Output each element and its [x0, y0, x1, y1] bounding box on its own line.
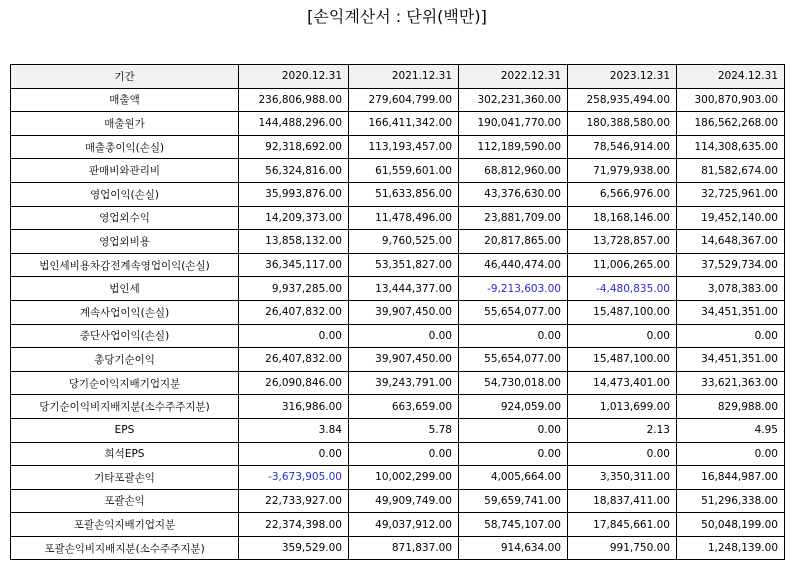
table-cell: 300,870,903.00 — [677, 88, 785, 112]
row-label: 영업외비용 — [11, 230, 239, 254]
row-label: 포괄손익지배기업지분 — [11, 513, 239, 537]
table-row — [11, 300, 785, 324]
table-cell: 15,487,100.00 — [568, 348, 677, 372]
table-cell: 18,837,411.00 — [568, 489, 677, 513]
row-label: 중단사업이익(손실) — [11, 324, 239, 348]
table-cell: 14,473,401.00 — [568, 371, 677, 395]
table-cell: 316,986.00 — [239, 395, 349, 419]
table-cell: 53,351,827.00 — [349, 253, 459, 277]
table-cell: 2.13 — [568, 418, 677, 442]
row-label: 총당기순이익 — [11, 348, 239, 372]
table-row — [11, 536, 785, 560]
table-cell: 78,546,914.00 — [568, 135, 677, 159]
row-label: 포괄손익 — [11, 489, 239, 513]
table-cell: 11,006,265.00 — [568, 253, 677, 277]
table-cell: 144,488,296.00 — [239, 112, 349, 136]
table-cell: -3,673,905.00 — [239, 466, 349, 490]
table-cell: 20,817,865.00 — [459, 230, 568, 254]
table-row — [11, 348, 785, 372]
table-cell: 180,388,580.00 — [568, 112, 677, 136]
row-label: 매출액 — [11, 88, 239, 112]
table-cell: 33,621,363.00 — [677, 371, 785, 395]
row-label: 법인세비용차감전계속영업이익(손실) — [11, 253, 239, 277]
table-cell: 0.00 — [459, 324, 568, 348]
table-cell: 13,728,857.00 — [568, 230, 677, 254]
table-cell: 11,478,496.00 — [349, 206, 459, 230]
row-label: 영업외수익 — [11, 206, 239, 230]
table-cell: 10,002,299.00 — [349, 466, 459, 490]
table-cell: 1,013,699.00 — [568, 395, 677, 419]
table-cell: 0.00 — [568, 324, 677, 348]
table-cell: 4,005,664.00 — [459, 466, 568, 490]
table-cell: 3,078,383.00 — [677, 277, 785, 301]
table-cell: 13,858,132.00 — [239, 230, 349, 254]
table-cell: 0.00 — [568, 442, 677, 466]
table-cell: 829,988.00 — [677, 395, 785, 419]
table-cell: 36,345,117.00 — [239, 253, 349, 277]
table-cell: -4,480,835.00 — [568, 277, 677, 301]
table-cell: 49,037,912.00 — [349, 513, 459, 537]
table-row — [11, 277, 785, 301]
table-row — [11, 159, 785, 183]
table-cell: 924,059.00 — [459, 395, 568, 419]
table-cell: 26,090,846.00 — [239, 371, 349, 395]
table-cell: 914,634.00 — [459, 536, 568, 560]
table-cell: 3,350,311.00 — [568, 466, 677, 490]
table-cell: 58,745,107.00 — [459, 513, 568, 537]
table-cell: 34,451,351.00 — [677, 348, 785, 372]
table-row — [11, 442, 785, 466]
table-cell: 51,296,338.00 — [677, 489, 785, 513]
table-cell: 3.84 — [239, 418, 349, 442]
table-cell: 114,308,635.00 — [677, 135, 785, 159]
row-label: 계속사업이익(손실) — [11, 300, 239, 324]
table-cell: 51,633,856.00 — [349, 182, 459, 206]
table-row — [11, 182, 785, 206]
table-cell: 0.00 — [677, 324, 785, 348]
table-cell: 39,907,450.00 — [349, 348, 459, 372]
table-cell: 71,979,938.00 — [568, 159, 677, 183]
row-label: EPS — [11, 418, 239, 442]
row-label: 희석EPS — [11, 442, 239, 466]
table-cell: 0.00 — [459, 418, 568, 442]
table-cell: 55,654,077.00 — [459, 300, 568, 324]
table-row — [11, 253, 785, 277]
table-row — [11, 112, 785, 136]
table-cell: 9,760,525.00 — [349, 230, 459, 254]
table-cell: 43,376,630.00 — [459, 182, 568, 206]
table-cell: 236,806,988.00 — [239, 88, 349, 112]
table-cell: 258,935,494.00 — [568, 88, 677, 112]
table-cell: 26,407,832.00 — [239, 348, 349, 372]
table-cell: 19,452,140.00 — [677, 206, 785, 230]
row-label: 법인세 — [11, 277, 239, 301]
header-year: 2022.12.31 — [459, 65, 568, 89]
table-cell: 56,324,816.00 — [239, 159, 349, 183]
table-cell: 0.00 — [349, 442, 459, 466]
header-year: 2021.12.31 — [349, 65, 459, 89]
table-row — [11, 466, 785, 490]
table-row — [11, 230, 785, 254]
table-row — [11, 513, 785, 537]
table-cell: 663,659.00 — [349, 395, 459, 419]
table-row — [11, 135, 785, 159]
table-cell: 1,248,139.00 — [677, 536, 785, 560]
table-cell: 6,566,976.00 — [568, 182, 677, 206]
row-label: 당기순이익비지배지분(소수주주지분) — [11, 395, 239, 419]
table-cell: 14,209,373.00 — [239, 206, 349, 230]
table-cell: 23,881,709.00 — [459, 206, 568, 230]
header-year: 2024.12.31 — [677, 65, 785, 89]
table-cell: 34,451,351.00 — [677, 300, 785, 324]
table-cell: 81,582,674.00 — [677, 159, 785, 183]
table-cell: 13,444,377.00 — [349, 277, 459, 301]
page-title: [손익계산서 : 단위(백만)] — [307, 7, 487, 26]
table-cell: 46,440,474.00 — [459, 253, 568, 277]
table-row — [11, 206, 785, 230]
table-row — [11, 395, 785, 419]
table-cell: 113,193,457.00 — [349, 135, 459, 159]
table-cell: 32,725,961.00 — [677, 182, 785, 206]
table-cell: 0.00 — [677, 442, 785, 466]
table-cell: 15,487,100.00 — [568, 300, 677, 324]
table-cell: 14,648,367.00 — [677, 230, 785, 254]
table-cell: 871,837.00 — [349, 536, 459, 560]
table-cell: 92,318,692.00 — [239, 135, 349, 159]
table-cell: 35,993,876.00 — [239, 182, 349, 206]
table-cell: 112,189,590.00 — [459, 135, 568, 159]
table-cell: 991,750.00 — [568, 536, 677, 560]
table-body — [11, 88, 785, 560]
row-label: 매출원가 — [11, 112, 239, 136]
table-row — [11, 88, 785, 112]
header-year: 2020.12.31 — [239, 65, 349, 89]
table-cell: 59,659,741.00 — [459, 489, 568, 513]
row-label: 영업이익(손실) — [11, 182, 239, 206]
table-cell: 302,231,360.00 — [459, 88, 568, 112]
row-label: 당기순이익지배기업지분 — [11, 371, 239, 395]
table-cell: 22,733,927.00 — [239, 489, 349, 513]
table-cell: 26,407,832.00 — [239, 300, 349, 324]
table-cell: 54,730,018.00 — [459, 371, 568, 395]
table-cell: 39,907,450.00 — [349, 300, 459, 324]
row-label: 포괄손익비지배지분(소수주주지분) — [11, 536, 239, 560]
table-cell: 61,559,601.00 — [349, 159, 459, 183]
table-cell: 68,812,960.00 — [459, 159, 568, 183]
table-cell: 190,041,770.00 — [459, 112, 568, 136]
table-cell: 18,168,146.00 — [568, 206, 677, 230]
header-year: 2023.12.31 — [568, 65, 677, 89]
table-cell: 49,909,749.00 — [349, 489, 459, 513]
table-cell: 39,243,791.00 — [349, 371, 459, 395]
table-cell: 0.00 — [239, 442, 349, 466]
table-cell: 55,654,077.00 — [459, 348, 568, 372]
header-row — [11, 65, 785, 89]
table-cell: 5.78 — [349, 418, 459, 442]
row-label: 기타포괄손익 — [11, 466, 239, 490]
table-cell: 186,562,268.00 — [677, 112, 785, 136]
table-cell: 359,529.00 — [239, 536, 349, 560]
table-row — [11, 489, 785, 513]
table-cell: 279,604,799.00 — [349, 88, 459, 112]
table-row — [11, 418, 785, 442]
table-cell: 166,411,342.00 — [349, 112, 459, 136]
table-cell: 22,374,398.00 — [239, 513, 349, 537]
table-cell: 0.00 — [239, 324, 349, 348]
row-label: 매출총이익(손실) — [11, 135, 239, 159]
table-cell: 9,937,285.00 — [239, 277, 349, 301]
table-cell: 4.95 — [677, 418, 785, 442]
row-label: 판매비와관리비 — [11, 159, 239, 183]
table-cell: -9,213,603.00 — [459, 277, 568, 301]
income-statement-table — [10, 64, 785, 560]
table-cell: 16,844,987.00 — [677, 466, 785, 490]
table-cell: 0.00 — [349, 324, 459, 348]
table-row — [11, 371, 785, 395]
table-cell: 50,048,199.00 — [677, 513, 785, 537]
table-cell: 17,845,661.00 — [568, 513, 677, 537]
table-row — [11, 324, 785, 348]
table-cell: 0.00 — [459, 442, 568, 466]
table-cell: 37,529,734.00 — [677, 253, 785, 277]
header-period: 기간 — [11, 65, 239, 89]
